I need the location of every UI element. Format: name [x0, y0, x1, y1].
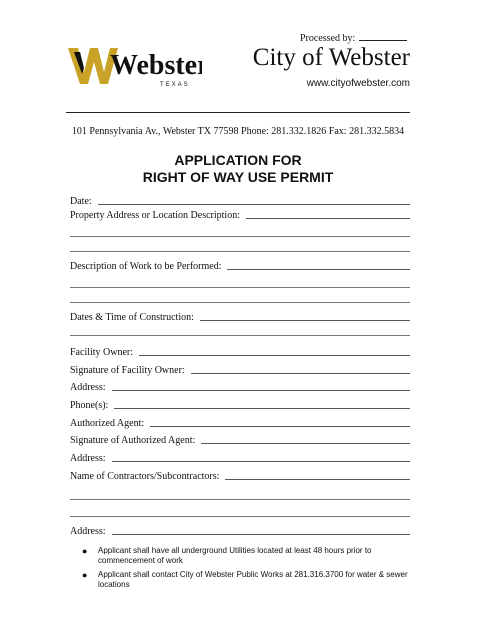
header-divider [66, 112, 410, 113]
city-title: City of Webster [252, 44, 410, 71]
work-description-extra-line[interactable] [70, 302, 410, 303]
city-website: www.cityofwebster.com [306, 78, 410, 89]
form-title-line1: APPLICATION FOR [174, 152, 302, 168]
processed-by-label: Processed by: [300, 33, 356, 44]
property-address-extra-line[interactable] [70, 251, 410, 252]
work-description-field[interactable] [70, 260, 410, 272]
logo-state: TEXAS [160, 82, 190, 88]
owner-signature-label: Signature of Facility Owner: [70, 365, 185, 376]
contact-address-line: 101 Pennsylvania Av., Webster TX 77598 Phone: 281.332.1826 Fax: 281.332.5834 [71, 126, 405, 137]
note-text: Applicant shall have all underground Utilities located at least 48 hours prior to commencement of work [98, 546, 372, 565]
dates-time-field[interactable] [70, 311, 410, 323]
owner-address-field[interactable] [70, 381, 410, 393]
contractors-address-field[interactable] [70, 525, 410, 537]
note-item [82, 570, 412, 590]
facility-owner-input-line[interactable] [139, 354, 410, 356]
form-title-line2: RIGHT OF WAY USE PERMIT [142, 169, 334, 185]
facility-owner-field[interactable] [70, 346, 410, 358]
owner-address-input-line[interactable] [112, 389, 410, 391]
contractors-extra-line[interactable] [70, 499, 410, 500]
agent-signature-label: Signature of Authorized Agent: [70, 435, 196, 446]
dates-time-extra-line[interactable] [70, 335, 410, 336]
note-text: Applicant shall contact City of Webster Public Works at 281.316.3700 for water & sewer locations [98, 570, 408, 589]
form-title [66, 152, 410, 186]
city-logo [66, 38, 202, 90]
agent-address-label: Address: [70, 453, 106, 464]
agent-signature-field[interactable] [70, 434, 410, 446]
dates-time-input-line[interactable] [200, 319, 410, 321]
contractors-extra-line[interactable] [70, 516, 410, 517]
contractors-field[interactable] [70, 470, 410, 482]
contractors-input-line[interactable] [225, 478, 410, 480]
work-description-input-line[interactable] [227, 268, 410, 270]
contractors-label: Name of Contractors/Subcontractors: [70, 471, 220, 482]
owner-signature-input-line[interactable] [191, 372, 410, 374]
contractors-address-input-line[interactable] [112, 533, 410, 535]
processed-by [300, 31, 407, 44]
date-input-line[interactable] [98, 203, 410, 205]
owner-address-label: Address: [70, 382, 106, 393]
note-item [82, 546, 412, 566]
notes-list [82, 546, 412, 594]
phones-input-line[interactable] [114, 407, 410, 409]
bullet-icon: ● [82, 570, 88, 580]
facility-owner-label: Facility Owner: [70, 347, 134, 358]
phones-label: Phone(s): [70, 400, 109, 411]
agent-address-field[interactable] [70, 452, 410, 464]
work-description-extra-line[interactable] [70, 287, 410, 288]
authorized-agent-label: Authorized Agent: [70, 418, 145, 429]
dates-time-label: Dates & Time of Construction: [70, 312, 194, 323]
agent-address-input-line[interactable] [112, 460, 410, 462]
agent-signature-input-line[interactable] [201, 442, 410, 444]
property-address-field[interactable] [70, 209, 410, 221]
logo-wordmark: Webster [110, 50, 202, 81]
owner-signature-field[interactable] [70, 364, 410, 376]
contractors-address-label: Address: [70, 526, 106, 537]
phones-field[interactable] [70, 399, 410, 411]
processed-by-blank[interactable] [359, 31, 407, 41]
authorized-agent-field[interactable] [70, 417, 410, 429]
bullet-icon: ● [82, 546, 88, 556]
work-description-label: Description of Work to be Performed: [70, 261, 222, 272]
date-field[interactable] [70, 195, 410, 207]
date-label: Date: [70, 196, 92, 207]
property-address-input-line[interactable] [246, 217, 410, 219]
authorized-agent-input-line[interactable] [150, 425, 410, 427]
property-address-extra-line[interactable] [70, 236, 410, 237]
property-address-label: Property Address or Location Description: [70, 210, 240, 221]
